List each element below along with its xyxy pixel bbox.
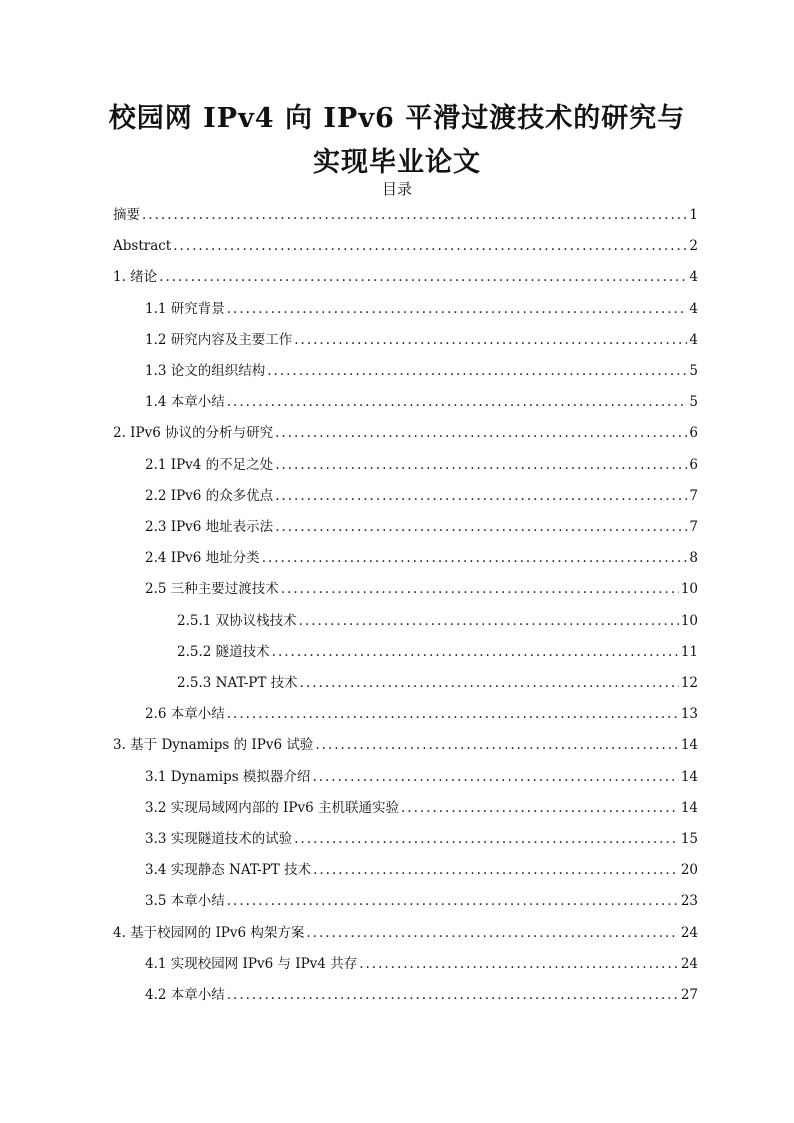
toc-entry-page-number: 14 [680,768,698,785]
toc-entry-label: 1. 绪论 [113,269,158,286]
toc-entry-label: 2.5.3 NAT-PT 技术 [177,675,298,691]
toc-entry-label: 4.1 实现校园网 IPv6 与 IPv4 共存 [145,955,358,972]
toc-entry-label: 3.1 Dynamips 模拟器介绍 [145,768,311,785]
toc-entry-label: 2.5.2 隧道技术 [177,643,270,660]
toc-entry-label: 2.6 本章小结 [145,706,225,723]
toc-entry-page-number: 14 [680,799,698,816]
toc-entry-label: 1.1 研究背景 [145,300,225,317]
toc-entry-page-number: 12 [680,675,698,691]
toc-entry[interactable] [145,360,698,382]
toc-dot-leader [227,984,679,1006]
toc-entry[interactable] [145,454,698,476]
toc-dot-leader [294,828,679,850]
toc-entry-label: 3.2 实现局域网内部的 IPv6 主机联通实验 [145,799,399,816]
toc-entry[interactable] [145,797,698,819]
toc-entry[interactable] [113,422,698,444]
toc-entry[interactable] [145,485,698,507]
toc-dot-leader [313,859,679,881]
toc-entry-label: 3.4 实现静态 NAT-PT 技术 [145,862,312,879]
toc-entry-label: 2.3 IPv6 地址表示法 [145,519,274,535]
toc-dot-leader [227,298,688,320]
toc-entry-page-number: 7 [689,487,698,504]
toc-dot-leader [275,454,687,476]
toc-entry-page-number: 11 [680,643,698,660]
toc-entry-page-number: 20 [680,862,698,879]
toc-entry[interactable] [177,641,698,663]
toc-entry[interactable] [113,922,698,944]
toc-dot-leader [281,578,679,600]
toc-entry-page-number: 5 [689,394,698,411]
toc-entry-page-number: 24 [680,955,698,972]
toc-entry-page-number: 15 [680,831,698,847]
toc-entry[interactable] [145,828,698,850]
toc-dot-leader [267,360,687,382]
toc-entry-label: 1.4 本章小结 [145,394,225,411]
toc-entry[interactable] [145,516,698,538]
toc-entry[interactable] [145,298,698,320]
toc-entry-label: 2.5.1 双协议栈技术 [177,612,297,629]
toc-dot-leader [227,703,679,725]
toc-entry[interactable] [145,890,698,912]
toc-entry-page-number: 13 [680,706,698,723]
toc-entry[interactable] [145,859,698,881]
toc-entry-page-number: 4 [689,269,698,286]
toc-entry[interactable] [145,953,698,975]
document-title-line1: 校园网 IPv4 向 IPv6 平滑过渡技术的研究与 [108,103,686,134]
toc-entry[interactable] [113,734,698,756]
toc-entry[interactable] [145,703,698,725]
toc-entry[interactable] [113,235,698,257]
toc-entry-page-number: 10 [680,581,698,598]
toc-entry-label: 3.5 本章小结 [145,893,225,910]
toc-entry-page-number: 6 [689,425,698,442]
toc-entry-label: 1.3 论文的组织结构 [145,363,266,379]
toc-entry-page-number: 6 [689,456,698,473]
toc-entry-page-number: 24 [680,924,698,941]
toc-entry-label: 摘要 [113,207,140,223]
toc-entry[interactable] [145,391,698,413]
toc-entry-label: 2.2 IPv6 的众多优点 [145,487,274,504]
toc-entry[interactable] [145,547,698,569]
toc-entry-page-number: 4 [689,331,698,348]
toc-entry-label: 2.1 IPv4 的不足之处 [145,456,274,473]
toc-dot-leader [272,641,679,663]
toc-entry-page-number: 14 [680,737,698,754]
toc-entry-label: 4.2 本章小结 [145,987,225,1003]
document-title-line2: 实现毕业论文 [313,147,481,178]
toc-entry[interactable] [113,204,698,226]
toc-heading: 目录 [381,180,412,198]
toc-entry-page-number: 23 [680,893,698,910]
toc-entry-label: 2.4 IPv6 地址分类 [145,550,260,567]
toc-dot-leader [359,953,679,975]
toc-dot-leader [312,766,678,788]
toc-entry[interactable] [177,610,698,632]
toc-dot-leader [315,734,678,756]
toc-dot-leader [142,204,687,226]
toc-dot-leader [227,391,688,413]
toc-entry-label: 1.2 研究内容及主要工作 [145,331,293,348]
toc-dot-leader [275,485,687,507]
toc-dot-leader [294,329,687,351]
toc-entry-label: 3.3 实现隧道技术的试验 [145,831,293,847]
toc-dot-leader [262,547,688,569]
toc-dot-leader [306,922,678,944]
toc-entry[interactable] [177,672,698,694]
toc-entry-page-number: 7 [689,519,698,535]
toc-dot-leader [299,610,679,632]
toc-entry-page-number: 1 [689,207,698,223]
toc-entry-page-number: 27 [680,987,698,1003]
toc-entry-page-number: 5 [689,363,698,379]
toc-dot-leader [275,422,687,444]
toc-entry-page-number: 10 [680,612,698,629]
toc-entry-label: Abstract [113,238,172,255]
toc-entry[interactable] [145,984,698,1006]
toc-dot-leader [173,235,687,257]
toc-dot-leader [300,672,679,694]
toc-entry-page-number: 2 [689,238,698,255]
toc-entry[interactable] [113,266,698,288]
toc-dot-leader [159,266,687,288]
toc-entry-label: 2.5 三种主要过渡技术 [145,581,279,598]
toc-entry-page-number: 4 [689,300,698,317]
toc-entry[interactable] [145,329,698,351]
toc-entry-label: 2. IPv6 协议的分析与研究 [113,425,274,442]
toc-entry-page-number: 8 [689,550,698,567]
toc-dot-leader [275,516,687,538]
toc-entry-label: 4. 基于校园网的 IPv6 构架方案 [113,924,305,941]
toc-entry[interactable] [145,766,698,788]
toc-dot-leader [401,797,679,819]
toc-entry-label: 3. 基于 Dynamips 的 IPv6 试验 [113,737,314,754]
toc-dot-leader [227,890,679,912]
toc-entry[interactable] [145,578,698,600]
